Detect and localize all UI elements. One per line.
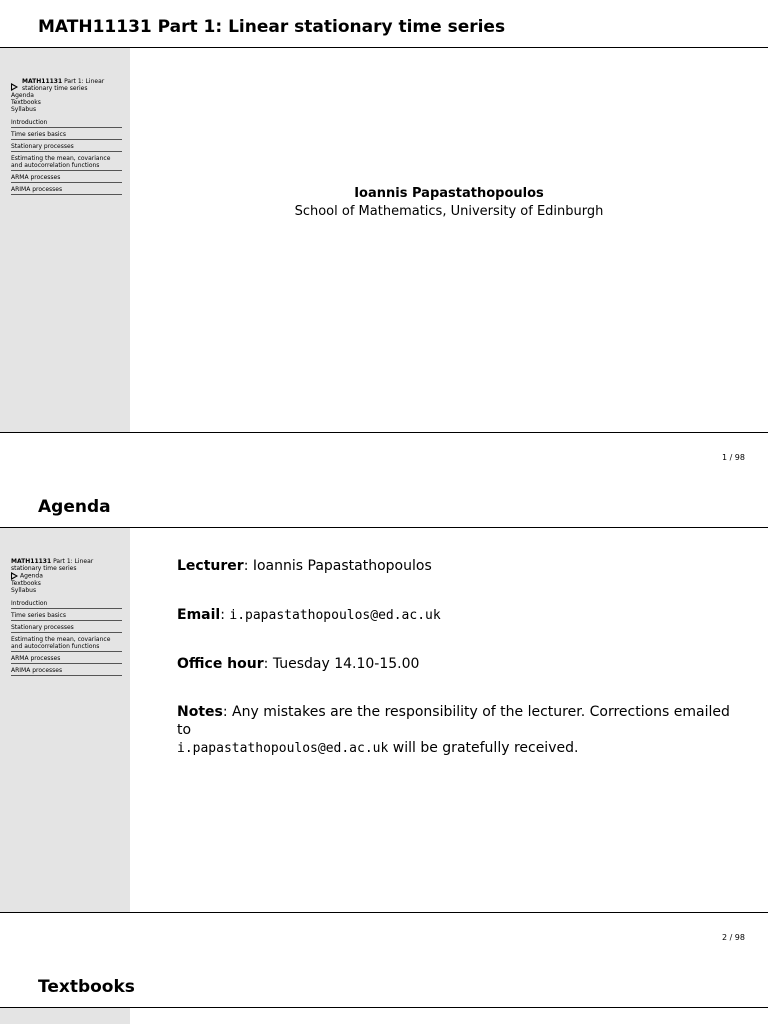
email-link[interactable]: i.papastathopoulos@ed.ac.uk bbox=[229, 608, 441, 623]
author-name: Ioannis Papastathopoulos bbox=[354, 186, 544, 201]
toc-sec-estimating[interactable]: Estimating the mean, covariance and autocorrelation functions bbox=[11, 152, 122, 171]
notes-line: Notes: Any mistakes are the responsibility of the lecturer. Corrections emailed to i.papastathopoulos@ed.ac.uk will be gratefully received. bbox=[177, 704, 730, 756]
agenda-content bbox=[177, 557, 737, 757]
office-hour-line: Office hour: Tuesday 14.10-15.00 bbox=[177, 656, 420, 672]
slide1-footer-rule bbox=[0, 432, 768, 433]
notes-email-link[interactable]: i.papastathopoulos@ed.ac.uk bbox=[177, 741, 389, 756]
toc-heading[interactable]: MATH11131 Part 1: Linear stationary time series bbox=[22, 78, 105, 92]
slide2-footer-rule bbox=[0, 912, 768, 913]
toc-sec-time-series-basics[interactable]: Time series basics bbox=[11, 609, 122, 621]
email-line: Email: i.papastathopoulos@ed.ac.uk bbox=[177, 607, 441, 623]
toc-sub-syllabus[interactable]: Syllabus bbox=[11, 587, 37, 594]
slide2-sidebar bbox=[0, 528, 130, 912]
toc-sub-syllabus[interactable]: Syllabus bbox=[11, 106, 37, 113]
lecturer-line: Lecturer: Ioannis Papastathopoulos bbox=[177, 558, 432, 574]
author-affiliation: School of Mathematics, University of Edinburgh bbox=[294, 204, 604, 219]
toc-sec-introduction[interactable]: Introduction bbox=[11, 116, 122, 128]
slide2-toc bbox=[11, 558, 122, 676]
slide1-author-block bbox=[130, 185, 768, 221]
toc-sec-arma[interactable]: ARMA processes bbox=[11, 652, 122, 664]
slide1-toc bbox=[11, 78, 122, 195]
toc-heading[interactable]: MATH11131 Part 1: Linear stationary time series bbox=[11, 558, 94, 572]
slide1-sidebar bbox=[0, 48, 130, 432]
slide3-title: Textbooks bbox=[38, 977, 135, 997]
current-section-marker-icon bbox=[11, 572, 18, 580]
toc-sec-estimating[interactable]: Estimating the mean, covariance and autocorrelation functions bbox=[11, 633, 122, 652]
slide1-page-number: 1 / 98 bbox=[721, 453, 745, 462]
slide3-sidebar bbox=[0, 1008, 130, 1024]
toc-sub-agenda[interactable]: Agenda bbox=[11, 92, 34, 99]
toc-sub-agenda[interactable]: Agenda bbox=[11, 572, 122, 580]
toc-sec-arma[interactable]: ARMA processes bbox=[11, 171, 122, 183]
current-section-marker-icon bbox=[11, 83, 20, 91]
toc-sec-introduction[interactable]: Introduction bbox=[11, 597, 122, 609]
toc-sec-stationary-processes[interactable]: Stationary processes bbox=[11, 140, 122, 152]
toc-sec-stationary-processes[interactable]: Stationary processes bbox=[11, 621, 122, 633]
slide2-title: Agenda bbox=[38, 497, 111, 517]
toc-sub-textbooks[interactable]: Textbooks bbox=[11, 99, 41, 106]
toc-sec-time-series-basics[interactable]: Time series basics bbox=[11, 128, 122, 140]
toc-sec-arima[interactable]: ARIMA processes bbox=[11, 664, 122, 676]
slide1-title: MATH11131 Part 1: Linear stationary time series bbox=[38, 17, 506, 37]
toc-sub-textbooks[interactable]: Textbooks bbox=[11, 580, 41, 587]
toc-sec-arima[interactable]: ARIMA processes bbox=[11, 183, 122, 195]
slide2-page-number: 2 / 98 bbox=[721, 933, 745, 942]
